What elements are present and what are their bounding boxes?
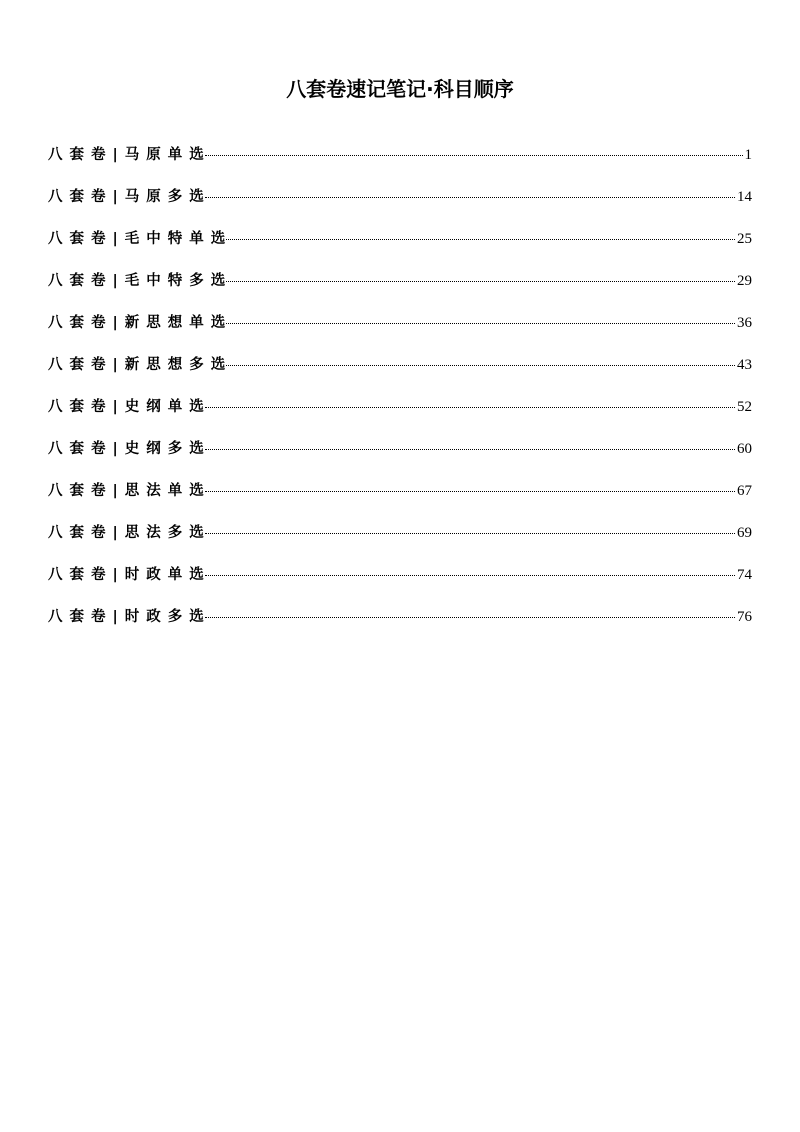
toc-entry-label: 八套卷|马原多选 (48, 189, 211, 205)
dot-leader (226, 365, 735, 366)
dot-leader (205, 533, 735, 534)
toc-entry-history-multiple[interactable] (48, 437, 752, 479)
toc-entry-new-thought-multiple[interactable] (48, 353, 752, 395)
toc-entry-ethics-law-multiple[interactable] (48, 521, 752, 563)
toc-entry-page-number: 76 (737, 609, 752, 625)
toc-entry-label: 八套卷|毛中特单选 (48, 231, 233, 247)
toc-entry-page-number: 29 (737, 273, 752, 289)
document-title: 八套卷速记笔记·科目顺序 (286, 77, 514, 101)
toc-entry-label: 八套卷|史纲多选 (48, 441, 211, 457)
toc-entry-label: 八套卷|时政多选 (48, 609, 211, 625)
toc-entry-label: 八套卷|马原单选 (48, 147, 211, 163)
toc-entry-page-number: 67 (737, 483, 752, 499)
toc-entry-maozhongte-multiple[interactable] (48, 269, 752, 311)
toc-entry-page-number: 36 (737, 315, 752, 331)
toc-entry-ethics-law-single[interactable] (48, 479, 752, 521)
toc-entry-new-thought-single[interactable] (48, 311, 752, 353)
toc-entry-marxism-single[interactable] (48, 143, 752, 185)
toc-entry-label: 八套卷|新思想多选 (48, 357, 233, 373)
dot-leader (226, 239, 735, 240)
toc-entry-label: 八套卷|思法多选 (48, 525, 211, 541)
toc-entry-label: 八套卷|毛中特多选 (48, 273, 233, 289)
toc-entry-page-number: 52 (737, 399, 752, 415)
toc-entry-current-affairs-multiple[interactable] (48, 605, 752, 647)
toc-entry-page-number: 43 (737, 357, 752, 373)
toc-entry-page-number: 25 (737, 231, 752, 247)
toc-entry-label: 八套卷|时政单选 (48, 567, 211, 583)
dot-leader (205, 449, 735, 450)
toc-entry-maozhongte-single[interactable] (48, 227, 752, 269)
dot-leader (226, 281, 735, 282)
toc-entry-history-single[interactable] (48, 395, 752, 437)
dot-leader (226, 323, 735, 324)
toc-entry-page-number: 1 (744, 147, 752, 163)
dot-leader (205, 617, 735, 618)
dot-leader (205, 155, 743, 156)
toc-entry-current-affairs-single[interactable] (48, 563, 752, 605)
dot-leader (205, 491, 735, 492)
toc-entry-page-number: 74 (737, 567, 752, 583)
toc-entry-label: 八套卷|思法单选 (48, 483, 211, 499)
dot-leader (205, 407, 735, 408)
dot-leader (205, 197, 735, 198)
toc-entry-label: 八套卷|史纲单选 (48, 399, 211, 415)
table-of-contents (48, 143, 752, 647)
toc-entry-page-number: 14 (737, 189, 752, 205)
toc-entry-page-number: 69 (737, 525, 752, 541)
toc-entry-marxism-multiple[interactable] (48, 185, 752, 227)
dot-leader (205, 575, 735, 576)
toc-entry-label: 八套卷|新思想单选 (48, 315, 233, 331)
toc-entry-page-number: 60 (737, 441, 752, 457)
